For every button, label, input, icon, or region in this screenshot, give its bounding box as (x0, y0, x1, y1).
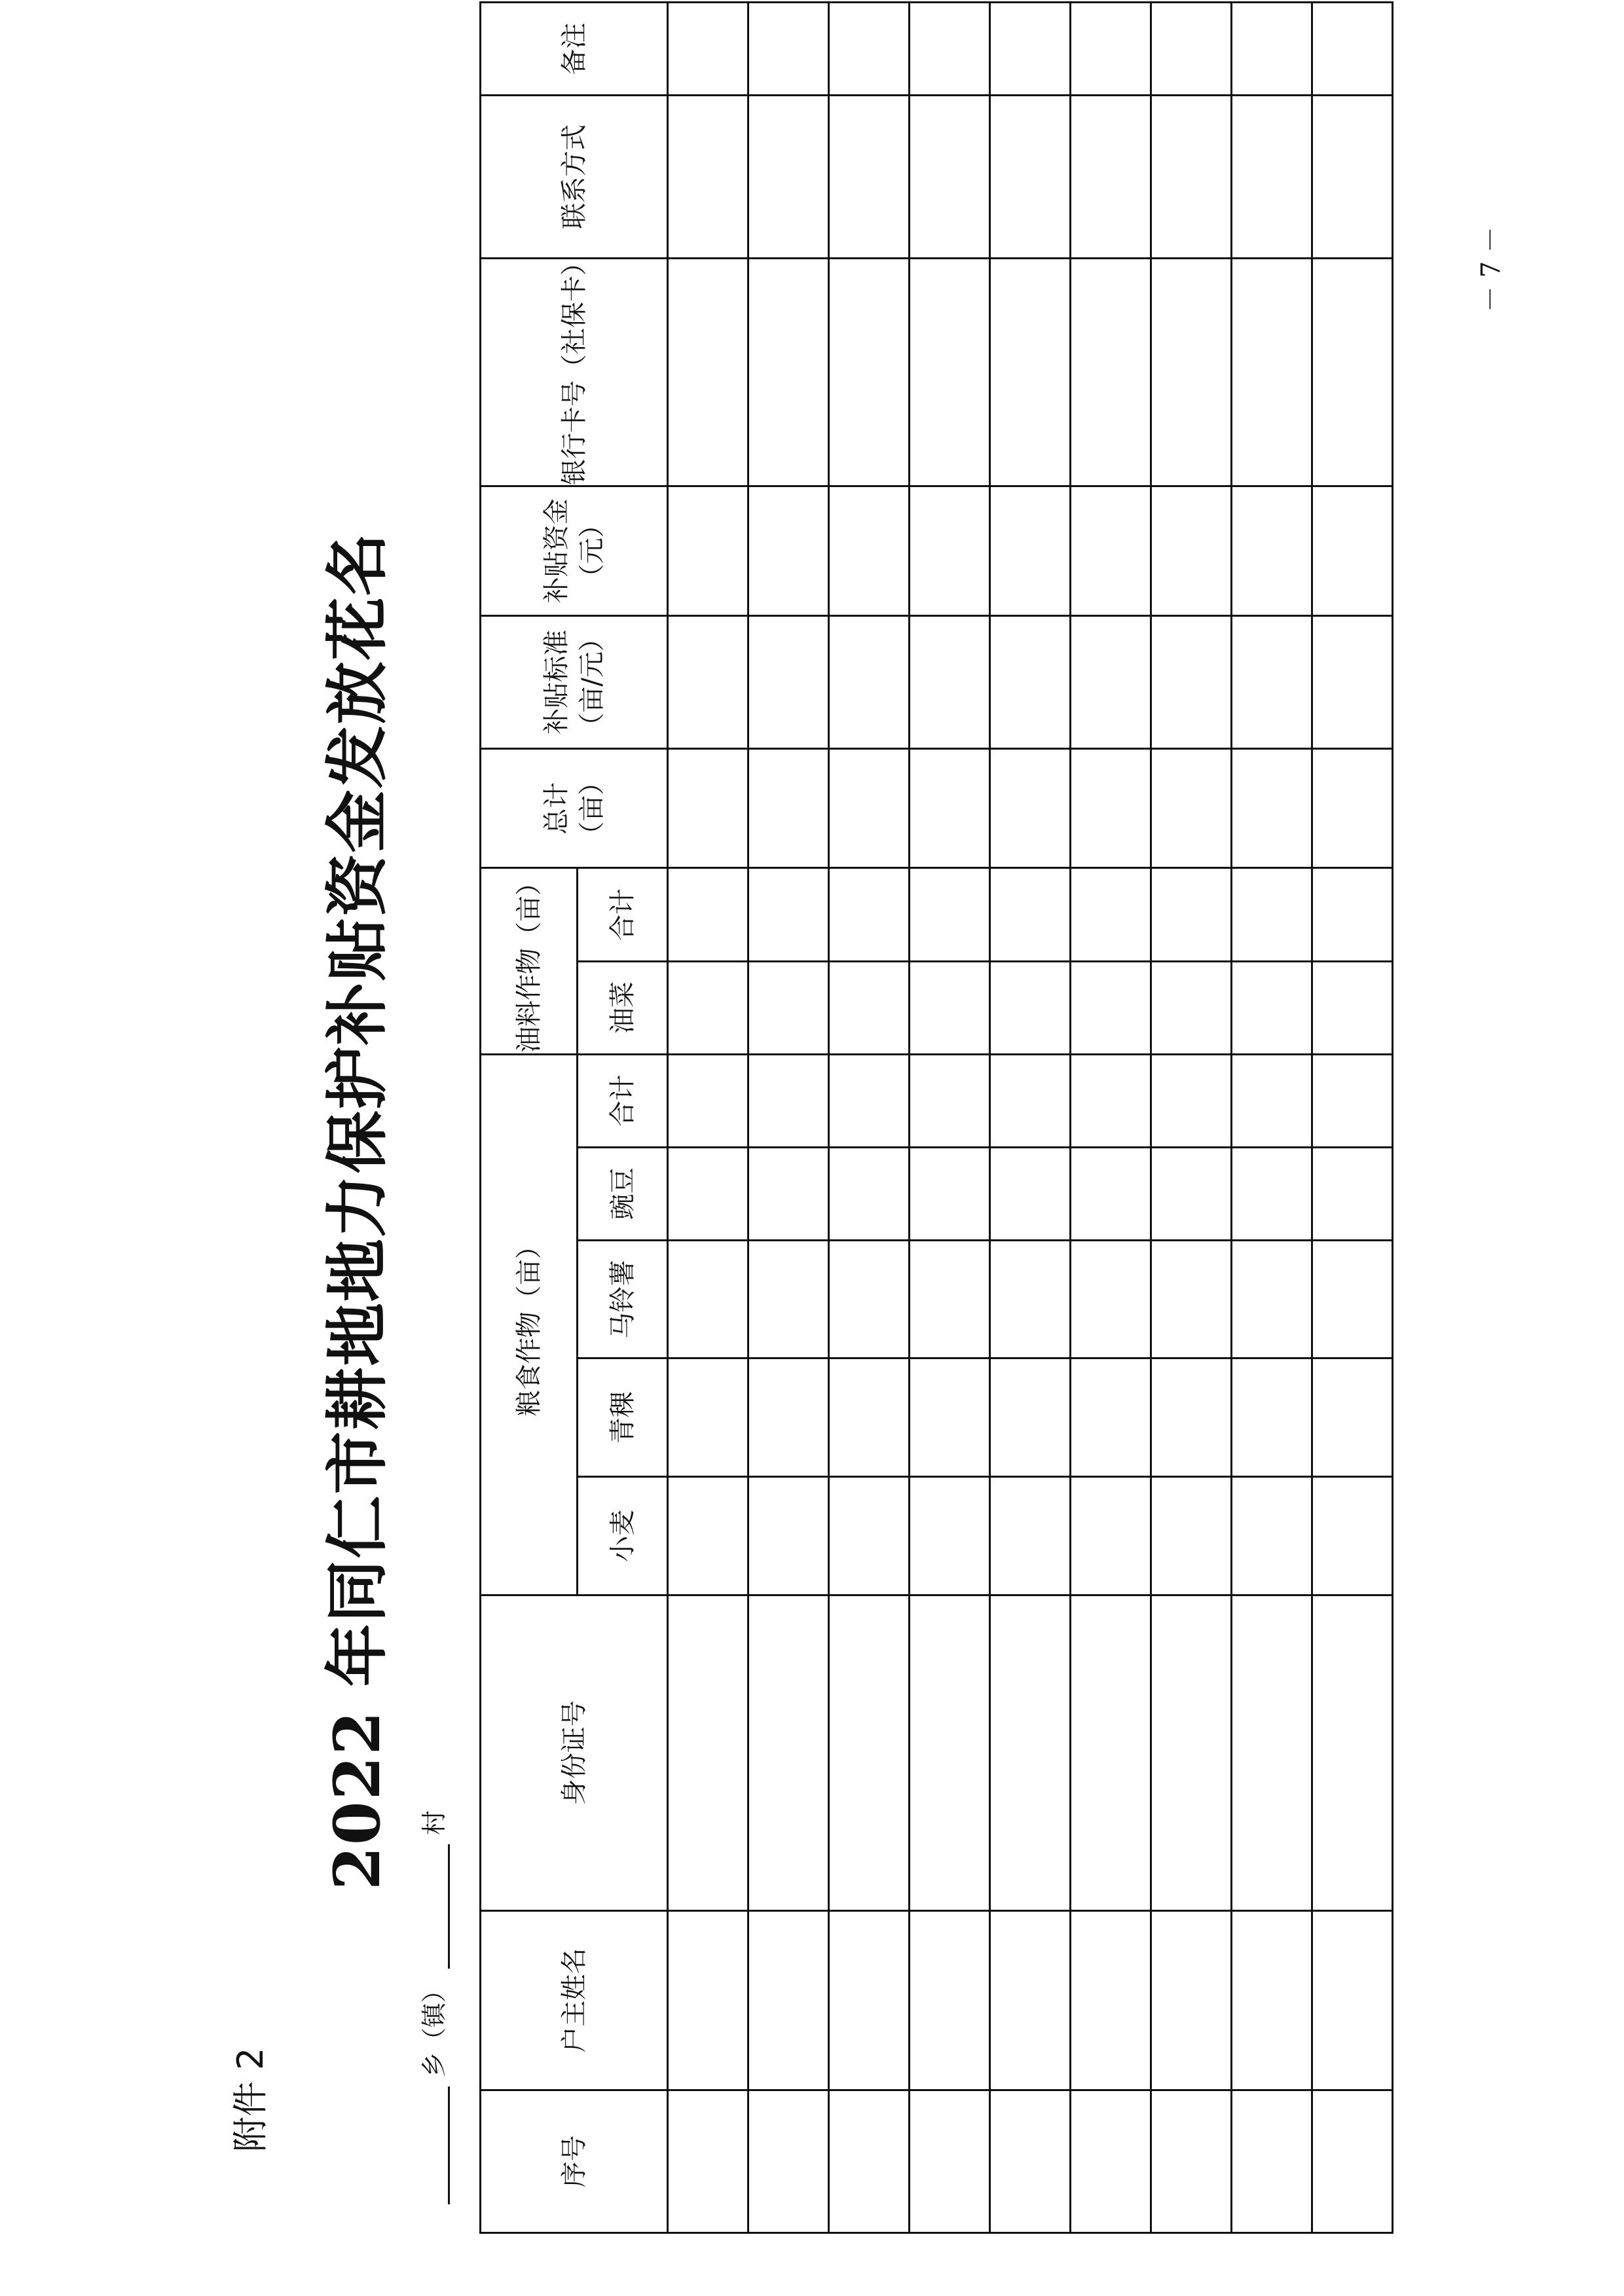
table-cell[interactable] (1232, 615, 1312, 748)
table-cell[interactable] (910, 258, 990, 486)
table-cell[interactable] (829, 1054, 910, 1147)
page-title: 2022 年同仁市耕地地力保护补贴资金发放花名 (320, 532, 394, 1890)
table-cell[interactable] (990, 615, 1071, 748)
table-cell[interactable] (748, 1054, 829, 1147)
table-cell[interactable] (1232, 1910, 1312, 2090)
table-cell[interactable] (990, 1595, 1071, 1910)
col-oil-group: 油料作物（亩） (481, 868, 578, 1054)
table-cell[interactable] (990, 1910, 1071, 2090)
table-cell[interactable] (1312, 748, 1393, 868)
table-cell[interactable] (910, 3, 990, 96)
table-cell[interactable] (1071, 486, 1151, 615)
table-cell[interactable] (1071, 615, 1151, 748)
table-cell[interactable] (829, 1477, 910, 1595)
table-cell[interactable] (1151, 1358, 1232, 1477)
col-oil-subtotal: 合计 (578, 868, 668, 961)
table-cell[interactable] (829, 868, 910, 961)
location-line (414, 1801, 450, 2204)
roster-body (668, 3, 1393, 2233)
table-cell[interactable] (910, 1147, 990, 1240)
table-cell[interactable] (1312, 3, 1393, 96)
table-cell[interactable] (748, 1595, 829, 1910)
table-cell[interactable] (748, 1910, 829, 2090)
table-cell[interactable] (748, 2090, 829, 2232)
table-cell[interactable] (748, 486, 829, 615)
table-cell[interactable] (990, 96, 1071, 259)
table-cell[interactable] (910, 1358, 990, 1477)
col-seq: 序号 (481, 2090, 668, 2232)
table-cell[interactable] (668, 1910, 748, 2090)
table-cell[interactable] (1071, 1358, 1151, 1477)
table-cell[interactable] (1312, 258, 1393, 486)
table-cell[interactable] (990, 961, 1071, 1054)
table-cell[interactable] (1232, 1240, 1312, 1358)
table-cell[interactable] (910, 1240, 990, 1358)
table-row (910, 3, 990, 2233)
village-blank[interactable] (426, 1844, 450, 1969)
col-pea: 豌豆 (578, 1147, 668, 1240)
table-cell[interactable] (668, 1477, 748, 1595)
table-cell[interactable] (1071, 1054, 1151, 1147)
col-wheat: 小麦 (578, 1477, 668, 1595)
table-cell[interactable] (1232, 1147, 1312, 1240)
table-cell[interactable] (748, 615, 829, 748)
table-cell[interactable] (1232, 1358, 1312, 1477)
col-contact: 联系方式 (481, 96, 668, 259)
table-cell[interactable] (990, 1054, 1071, 1147)
table-cell[interactable] (1232, 1477, 1312, 1595)
col-grain-group: 粮食作物（亩） (481, 1054, 578, 1595)
table-cell[interactable] (910, 615, 990, 748)
table-cell[interactable] (1312, 1147, 1393, 1240)
table-cell[interactable] (1071, 1477, 1151, 1595)
table-cell[interactable] (1232, 748, 1312, 868)
table-cell[interactable] (1071, 2090, 1151, 2232)
col-grain-subtotal: 合计 (578, 1054, 668, 1147)
table-cell[interactable] (1151, 1910, 1232, 2090)
table-cell[interactable] (829, 1910, 910, 2090)
table-cell[interactable] (1071, 748, 1151, 868)
table-row (829, 3, 910, 2233)
table-cell[interactable] (1151, 3, 1232, 96)
table-cell[interactable] (1232, 1054, 1312, 1147)
table-cell[interactable] (748, 1240, 829, 1358)
table-cell[interactable] (910, 2090, 990, 2232)
table-cell[interactable] (1151, 486, 1232, 615)
table-cell[interactable] (829, 961, 910, 1054)
table-cell[interactable] (748, 258, 829, 486)
table-cell[interactable] (1071, 1147, 1151, 1240)
table-cell[interactable] (668, 486, 748, 615)
col-total: 总计（亩） (481, 748, 668, 868)
table-cell[interactable] (1312, 1358, 1393, 1477)
col-id-number: 身份证号 (481, 1595, 668, 1910)
table-cell[interactable] (829, 486, 910, 615)
col-potato: 马铃薯 (578, 1240, 668, 1358)
table-cell[interactable] (1151, 2090, 1232, 2232)
table-cell[interactable] (1312, 1910, 1393, 2090)
table-cell[interactable] (1312, 486, 1393, 615)
table-cell[interactable] (829, 615, 910, 748)
table-cell[interactable] (910, 96, 990, 259)
table-cell[interactable] (1232, 258, 1312, 486)
col-bank-card: 银行卡号（社保卡） (481, 258, 668, 486)
col-rapeseed: 油菜 (578, 961, 668, 1054)
col-highland-barley: 青稞 (578, 1358, 668, 1477)
table-cell[interactable] (1151, 1240, 1232, 1358)
page-number: － 7 － (1476, 227, 1506, 312)
table-cell[interactable] (829, 1147, 910, 1240)
table-cell[interactable] (748, 1477, 829, 1595)
table-cell[interactable] (990, 258, 1071, 486)
table-cell[interactable] (1151, 1054, 1232, 1147)
table-cell[interactable] (1151, 961, 1232, 1054)
table-row (990, 3, 1071, 2233)
table-cell[interactable] (1071, 1240, 1151, 1358)
table-cell[interactable] (668, 748, 748, 868)
table-cell[interactable] (1312, 1054, 1393, 1147)
table-cell[interactable] (829, 258, 910, 486)
table-cell[interactable] (1312, 961, 1393, 1054)
table-cell[interactable] (910, 1595, 990, 1910)
col-standard: 补贴标准（亩/元） (481, 615, 668, 748)
col-remarks: 备注 (481, 3, 668, 96)
table-cell[interactable] (1232, 868, 1312, 961)
table-cell[interactable] (748, 96, 829, 259)
table-cell[interactable] (1151, 96, 1232, 259)
table-cell[interactable] (748, 1358, 829, 1477)
table-cell[interactable] (829, 1358, 910, 1477)
table-row (1312, 3, 1393, 2233)
table-cell[interactable] (910, 748, 990, 868)
table-cell[interactable] (829, 3, 910, 96)
table-cell[interactable] (1071, 1910, 1151, 2090)
table-cell[interactable] (1071, 3, 1151, 96)
table-cell[interactable] (748, 868, 829, 961)
table-cell[interactable] (910, 486, 990, 615)
township-label: 乡（镇） (420, 1977, 449, 2077)
table-cell[interactable] (668, 2090, 748, 2232)
table-cell[interactable] (990, 1240, 1071, 1358)
table-cell[interactable] (1071, 96, 1151, 259)
table-cell[interactable] (668, 615, 748, 748)
table-cell[interactable] (990, 3, 1071, 96)
table-cell[interactable] (668, 1595, 748, 1910)
table-row (1071, 3, 1151, 2233)
table-row (1232, 3, 1312, 2233)
table-cell[interactable] (1071, 1595, 1151, 1910)
table-cell[interactable] (668, 961, 748, 1054)
table-cell[interactable] (990, 486, 1071, 615)
table-cell[interactable] (829, 1595, 910, 1910)
table-cell[interactable] (910, 1477, 990, 1595)
table-cell[interactable] (668, 1147, 748, 1240)
table-cell[interactable] (829, 1240, 910, 1358)
subsidy-roster-table (479, 1, 1393, 2234)
table-cell[interactable] (1232, 1595, 1312, 1910)
table-cell[interactable] (829, 96, 910, 259)
table-cell[interactable] (1232, 961, 1312, 1054)
table-cell[interactable] (829, 748, 910, 868)
table-cell[interactable] (1312, 1240, 1393, 1358)
table-cell[interactable] (748, 748, 829, 868)
table-cell[interactable] (1232, 2090, 1312, 2232)
table-cell[interactable] (668, 1240, 748, 1358)
table-cell[interactable] (990, 1147, 1071, 1240)
table-cell[interactable] (829, 2090, 910, 2232)
table-cell[interactable] (1232, 486, 1312, 615)
table-cell[interactable] (910, 961, 990, 1054)
table-cell[interactable] (748, 961, 829, 1054)
table-cell[interactable] (1071, 868, 1151, 961)
table-cell[interactable] (668, 96, 748, 259)
table-cell[interactable] (668, 3, 748, 96)
col-funds: 补贴资金（元） (481, 486, 668, 615)
table-cell[interactable] (668, 258, 748, 486)
table-cell[interactable] (990, 1358, 1071, 1477)
table-cell[interactable] (990, 748, 1071, 868)
table-cell[interactable] (1151, 1477, 1232, 1595)
table-cell[interactable] (1312, 615, 1393, 748)
table-row (748, 3, 829, 2233)
table-cell[interactable] (1232, 96, 1312, 259)
table-cell[interactable] (668, 1358, 748, 1477)
table-cell[interactable] (1151, 615, 1232, 748)
table-row (1151, 3, 1232, 2233)
table-cell[interactable] (668, 868, 748, 961)
table-cell[interactable] (910, 868, 990, 961)
table-cell[interactable] (748, 1147, 829, 1240)
table-cell[interactable] (1151, 258, 1232, 486)
table-cell[interactable] (1232, 3, 1312, 96)
table-cell[interactable] (910, 1910, 990, 2090)
table-cell[interactable] (1151, 868, 1232, 961)
table-cell[interactable] (990, 1477, 1071, 1595)
table-cell[interactable] (1071, 258, 1151, 486)
table-cell[interactable] (1312, 2090, 1393, 2232)
table-cell[interactable] (1151, 1595, 1232, 1910)
table-row (668, 3, 748, 2233)
col-name: 户主姓名 (481, 1910, 668, 2090)
table-cell[interactable] (668, 1054, 748, 1147)
village-label: 村 (420, 1810, 449, 1835)
table-cell[interactable] (1312, 1595, 1393, 1910)
table-cell[interactable] (990, 2090, 1071, 2232)
table-cell[interactable] (1151, 1147, 1232, 1240)
table-cell[interactable] (1071, 961, 1151, 1054)
table-cell[interactable] (1312, 96, 1393, 259)
township-blank[interactable] (426, 2086, 450, 2204)
attachment-label: 附件 2 (230, 2047, 271, 2152)
table-cell[interactable] (1151, 748, 1232, 868)
table-cell[interactable] (1312, 1477, 1393, 1595)
table-cell[interactable] (990, 868, 1071, 961)
table-cell[interactable] (748, 3, 829, 96)
table-cell[interactable] (910, 1054, 990, 1147)
table-cell[interactable] (1312, 868, 1393, 961)
